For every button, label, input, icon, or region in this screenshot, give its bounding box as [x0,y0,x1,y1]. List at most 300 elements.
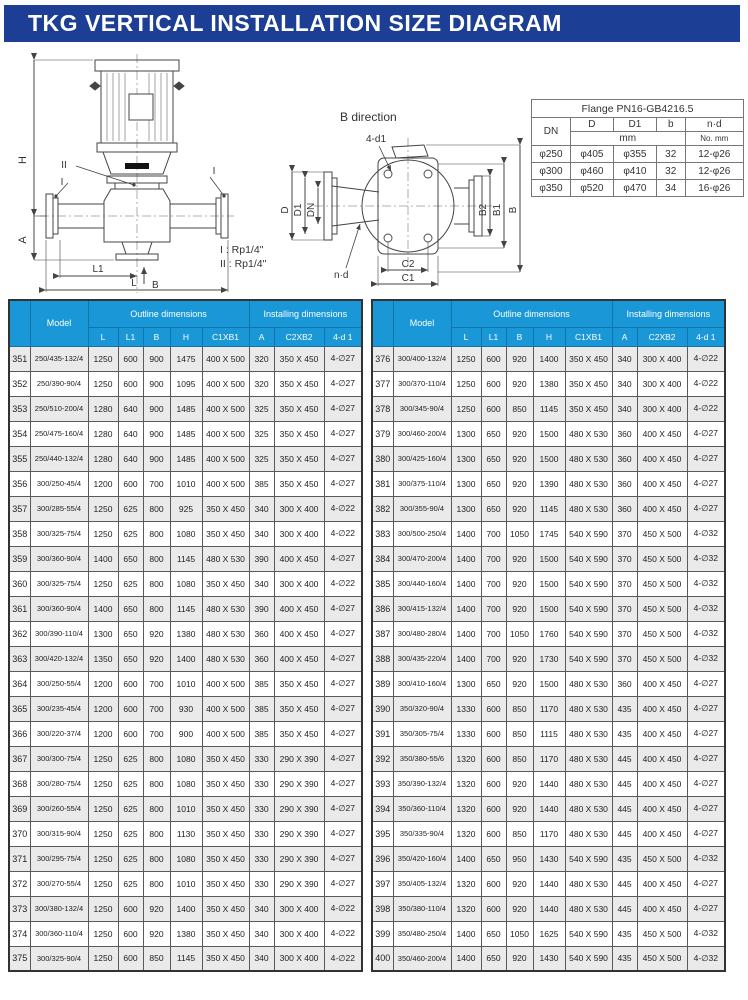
dimension-cell: 400 X 500 [202,446,249,471]
table-row [9,871,362,896]
dimension-cell: 600 [481,771,506,796]
dimension-cell: 700 [481,546,506,571]
row-number-cell: 385 [372,571,393,596]
table-row [372,546,725,571]
dimension-cell: 370 [612,646,637,671]
dimension-cell: 1050 [506,521,533,546]
model-header: Model [393,300,451,346]
table-row [9,421,362,446]
col-4d1: 4-d 1 [324,327,362,346]
model-cell: 300/270-55/4 [30,871,88,896]
dimension-cell: 350 X 450 [274,696,324,721]
row-number-cell: 396 [372,846,393,871]
dimension-cell: 920 [506,571,533,596]
dimension-cell: 350 X 450 [202,521,249,546]
dimension-cell: 330 [249,771,274,796]
dimension-cell: 400 X 450 [637,446,687,471]
model-cell: 300/315-90/4 [30,821,88,846]
row-number-cell: 377 [372,371,393,396]
dimension-cell: 625 [118,521,143,546]
dimension-cell: 540 X 590 [565,921,612,946]
dimension-cell: 370 [612,621,637,646]
model-cell: 300/300-75/4 [30,746,88,771]
dimension-cell: 1320 [451,821,481,846]
dimension-cell: 480 X 530 [565,771,612,796]
dimension-cell: 480 X 530 [565,446,612,471]
dimension-cell: 340 [612,346,637,371]
table-row [372,671,725,696]
dimension-cell: 650 [481,946,506,971]
dimension-cell: 1380 [170,621,202,646]
dimension-cell: 480 X 530 [202,546,249,571]
table-row [9,371,362,396]
dimension-cell: 1440 [533,771,565,796]
dimension-cell: 4-∅27 [687,446,725,471]
dimension-cell: 650 [481,496,506,521]
dimension-cell: 4-∅27 [687,471,725,496]
dimension-cell: 1400 [451,846,481,871]
dimension-cell: 4-∅22 [687,371,725,396]
dimension-cell: 435 [612,696,637,721]
table-row [372,521,725,546]
dimension-cell: 800 [143,496,170,521]
dimension-cell: 400 X 500 [202,371,249,396]
table-row [9,796,362,821]
dimension-cell: 625 [118,496,143,521]
dimension-cell: 600 [481,371,506,396]
table-row [9,746,362,771]
dimension-cell: 445 [612,871,637,896]
model-cell: 250/435-132/4 [30,346,88,371]
dimension-cell: 325 [249,421,274,446]
dimension-cell: 480 X 530 [565,721,612,746]
dimension-cell: 350 X 450 [202,946,249,971]
dimension-cell: 1430 [533,946,565,971]
dimension-cell: 1400 [533,346,565,371]
model-cell: 300/370-110/4 [393,371,451,396]
row-number-cell: 360 [9,571,30,596]
dimension-cell: 850 [506,696,533,721]
dimension-cell: 350 X 450 [202,846,249,871]
table-row [372,896,725,921]
table-row [372,746,725,771]
dimension-cell: 390 [249,596,274,621]
dimension-cell: 340 [249,521,274,546]
dimension-cell: 350 X 450 [202,796,249,821]
dim-label-dn: DN [306,202,317,218]
flange-col-d1: D1 [613,118,656,132]
dimension-cell: 480 X 530 [565,746,612,771]
dimension-cell: 1200 [88,721,118,746]
dimension-cell: 850 [506,396,533,421]
row-number-cell: 366 [9,721,30,746]
model-cell: 300/295-75/4 [30,846,88,871]
outline-dimensions-header: Outline dimensions [451,300,612,327]
dimension-cell: 350 X 450 [202,746,249,771]
dimension-cell: 625 [118,571,143,596]
dimension-cell: 4-∅22 [687,346,725,371]
dimension-cell: 1250 [88,871,118,896]
dimension-cell: 625 [118,846,143,871]
port-label-1: I [60,177,64,188]
table-row [9,396,362,421]
dimension-cell: 400 X 450 [637,896,687,921]
dimension-cell: 4-∅27 [687,796,725,821]
dimension-cell: 330 [249,871,274,896]
table-row [9,621,362,646]
dimension-cell: 450 X 500 [637,571,687,596]
table-row [9,771,362,796]
dimension-cell: 350 X 450 [202,896,249,921]
row-number-cell: 379 [372,421,393,446]
dimension-cell: 1250 [88,896,118,921]
dimension-cell: 920 [506,796,533,821]
b-direction-title: B direction [340,110,397,124]
dimension-cell: 12-φ26 [685,146,743,163]
dimension-cell: 4-∅27 [687,421,725,446]
dimension-cell: 600 [118,696,143,721]
model-cell: 300/345-90/4 [393,396,451,421]
dimension-cell: 1130 [170,821,202,846]
table-row [532,146,744,163]
col-l1: L1 [481,327,506,346]
dimension-cell: 350 X 450 [274,371,324,396]
dimension-cell: 1050 [506,621,533,646]
dimension-cell: 300 X 400 [274,946,324,971]
model-cell: 350/480-250/4 [393,921,451,946]
dimension-cell: 480 X 530 [202,621,249,646]
dimension-cell: 1400 [170,896,202,921]
model-cell: 300/360-90/4 [30,596,88,621]
dimension-cell: 1250 [88,496,118,521]
dimension-cell: 350 X 450 [274,446,324,471]
col-l1: L1 [118,327,143,346]
dimension-cell: 4-∅27 [324,696,362,721]
dimension-cell: 1250 [88,346,118,371]
dimension-cell: 650 [118,546,143,571]
col-c1xb1: C1XB1 [202,327,249,346]
dimension-cell: 920 [143,921,170,946]
dimension-cell: 650 [481,446,506,471]
table-row [9,546,362,571]
dimension-cell: 480 X 530 [565,796,612,821]
dim-label-b-overall: B [508,206,519,214]
dim-label-d1: D1 [293,203,304,217]
dimension-cell: 600 [481,821,506,846]
flange-table-block [531,99,744,197]
dimension-cell: 1320 [451,896,481,921]
col-4d1: 4-d 1 [687,327,725,346]
dimension-cell: 290 X 390 [274,871,324,896]
dimension-cell: 480 X 530 [565,871,612,896]
dimension-cell: 1145 [533,396,565,421]
dimension-cell: 385 [249,721,274,746]
table-row [372,421,725,446]
dimension-cell: 1250 [88,746,118,771]
dimension-cell: 920 [506,596,533,621]
port-label-2: II [61,160,67,171]
dimension-cell: 350 X 450 [565,346,612,371]
flange-col-b: b [656,118,685,132]
dimension-cell: 1280 [88,446,118,471]
dimension-cell: 4-∅32 [687,546,725,571]
dimension-cell: 920 [506,946,533,971]
dimension-cell: 900 [170,721,202,746]
row-number-cell: 351 [9,346,30,371]
dimension-cell: 300 X 400 [637,396,687,421]
table-row [372,396,725,421]
dimension-cell: 400 X 500 [202,396,249,421]
table-row [9,921,362,946]
dimension-cell: 350 X 450 [274,346,324,371]
dimension-cell: 625 [118,746,143,771]
dimension-cell: 1380 [170,921,202,946]
table-row [9,821,362,846]
dimension-cell: 800 [143,871,170,896]
model-cell: 300/390-110/4 [30,621,88,646]
model-cell: 300/250-45/4 [30,471,88,496]
dimension-cell: 1320 [451,771,481,796]
model-cell: 300/280-75/4 [30,771,88,796]
table-row [372,471,725,496]
dimension-cell: 650 [118,646,143,671]
dimension-cell: 300 X 400 [274,521,324,546]
dimension-cell: 1475 [170,346,202,371]
model-cell: 300/235-45/4 [30,696,88,721]
dimension-cell: 1500 [533,571,565,596]
dimension-cell: 900 [143,396,170,421]
dimension-cell: 4-∅27 [324,796,362,821]
dimension-cell: 1200 [88,696,118,721]
dimension-cell: 1250 [88,846,118,871]
dimension-cell: 340 [249,571,274,596]
row-number-cell: 359 [9,546,30,571]
dimension-cell: 450 X 500 [637,946,687,971]
col-l: L [88,327,118,346]
dimension-cell: 1200 [88,471,118,496]
dimension-cell: 920 [506,871,533,896]
dimension-cell: 1400 [451,921,481,946]
dimension-cell: 540 X 590 [565,521,612,546]
row-number-cell: φ300 [532,163,571,180]
dimension-cell: 800 [143,596,170,621]
dimension-cell: 385 [249,671,274,696]
dimension-cell: 920 [506,371,533,396]
dimension-cell: 600 [481,346,506,371]
dimension-cell: 4-∅27 [324,421,362,446]
model-cell: 300/220-37/4 [30,721,88,746]
row-number-cell: 392 [372,746,393,771]
dimension-cell: 1330 [451,696,481,721]
dimension-cell: 920 [506,546,533,571]
dimension-cell: φ355 [613,146,656,163]
dimension-cell: 350 X 450 [202,821,249,846]
table-row [9,471,362,496]
dimension-cell: 400 X 450 [637,771,687,796]
col-b: B [143,327,170,346]
dimension-cell: 4-∅27 [687,896,725,921]
dimension-cell: 480 X 530 [565,471,612,496]
dimension-cell: 4-∅32 [687,646,725,671]
model-cell: 300/500-250/4 [393,521,451,546]
dimension-cell: 445 [612,821,637,846]
dimension-cell: 330 [249,746,274,771]
dimension-cell: 350 X 450 [202,871,249,896]
dimension-cell: 4-∅32 [687,846,725,871]
dimension-cell: 1300 [451,496,481,521]
dimension-cell: 350 X 450 [202,921,249,946]
dimension-cell: 4-∅27 [324,621,362,646]
row-number-cell: 373 [9,896,30,921]
dimension-cell: 400 X 500 [202,696,249,721]
dimension-cell: 300 X 400 [637,371,687,396]
row-number-cell: 388 [372,646,393,671]
table-row [372,796,725,821]
dimension-cell: 1400 [88,596,118,621]
table-row [9,596,362,621]
dimension-cell: 450 X 500 [637,546,687,571]
model-cell: 300/415-132/4 [393,596,451,621]
dimension-cell: 1300 [451,671,481,696]
row-number-cell: 381 [372,471,393,496]
dim-label-b1: B1 [492,203,503,217]
dimension-cell: 4-∅32 [687,571,725,596]
dimension-cell: 360 [612,496,637,521]
dimension-cell: 650 [481,671,506,696]
model-cell: 300/425-160/4 [393,446,451,471]
dimension-cell: 350 X 450 [274,471,324,496]
dimension-cell: 4-∅27 [324,546,362,571]
dimension-cell: 480 X 530 [565,496,612,521]
dimension-cell: 920 [143,646,170,671]
model-cell: 300/435-220/4 [393,646,451,671]
dimension-cell: 930 [170,696,202,721]
dimension-cell: 1280 [88,396,118,421]
col-h: H [170,327,202,346]
model-cell: 300/480-280/4 [393,621,451,646]
dimension-cell: 700 [143,471,170,496]
dimension-cell: 4-∅32 [687,596,725,621]
port-note-2: II : Rp1/4" [220,258,267,270]
model-cell: 300/325-75/4 [30,521,88,546]
dimension-cell: 320 [249,346,274,371]
model-cell: 250/510-200/4 [30,396,88,421]
dim-label-d: D [280,206,291,214]
dim-label-c2: C2 [401,259,415,270]
dimension-cell: 700 [481,596,506,621]
dimension-cell: 700 [481,571,506,596]
dimension-cell: 1485 [170,446,202,471]
dimension-cell: 360 [249,621,274,646]
dimension-cell: 400 X 450 [637,821,687,846]
corner-cell [372,300,393,346]
dimension-cell: 435 [612,946,637,971]
dimension-cell: 400 X 450 [637,696,687,721]
dimension-cell: 400 X 450 [637,796,687,821]
dimension-cell: 625 [118,821,143,846]
dimension-cell: 340 [612,371,637,396]
model-cell: 350/405-132/4 [393,871,451,896]
row-number-cell: 378 [372,396,393,421]
dimension-cell: 920 [506,896,533,921]
table-row [372,846,725,871]
dimension-cell: 1400 [170,646,202,671]
dimension-cell: 1080 [170,846,202,871]
table-row [372,696,725,721]
dimension-cell: 435 [612,846,637,871]
dimension-cell: 650 [481,921,506,946]
nd-callout-label: n·d [334,270,349,281]
dimension-cell: 4-∅27 [324,346,362,371]
dimension-cell: 1080 [170,521,202,546]
dimension-cell: 4-∅32 [687,921,725,946]
corner-cell [9,300,30,346]
dimension-cell: 1440 [533,796,565,821]
dimension-cell: 445 [612,796,637,821]
dimension-cell: 800 [143,846,170,871]
table-row [372,771,725,796]
dimension-cell: 400 X 500 [202,671,249,696]
dimension-cell: 600 [118,471,143,496]
dimension-cell: 1500 [533,421,565,446]
dimension-cell: 400 X 450 [637,471,687,496]
dimension-cell: 540 X 590 [565,646,612,671]
model-cell: 300/470-200/4 [393,546,451,571]
model-cell: 300/410-160/4 [393,671,451,696]
row-number-cell: 391 [372,721,393,746]
model-cell: 250/440-132/4 [30,446,88,471]
dimension-cell: 1145 [170,596,202,621]
dimension-cell: 4-∅22 [324,571,362,596]
dimension-cell: 700 [481,621,506,646]
dimension-cell: 360 [612,471,637,496]
dimension-cell: 1250 [451,396,481,421]
dimension-cell: 400 X 500 [202,421,249,446]
dimension-cell: 1010 [170,671,202,696]
dimension-cell: 600 [118,371,143,396]
dimension-cell: 650 [481,846,506,871]
dimension-cell: 4-∅27 [324,821,362,846]
dimension-cell: 300 X 400 [637,346,687,371]
dimension-cell: 1485 [170,421,202,446]
table-row [9,671,362,696]
dimension-cell: 32 [656,146,685,163]
dimension-cell: 1350 [88,646,118,671]
row-number-cell: 355 [9,446,30,471]
dimension-cell: 16-φ26 [685,180,743,197]
installing-dimensions-header: Installing dimensions [249,300,362,327]
dimension-cell: 445 [612,746,637,771]
dimension-cell: 540 X 590 [565,546,612,571]
dimension-cell: 4-∅32 [687,521,725,546]
table-row [372,371,725,396]
dimension-cell: 1280 [88,421,118,446]
dimension-cell: 290 X 390 [274,846,324,871]
dimension-cell: 400 X 450 [637,871,687,896]
dimension-cell: 480 X 530 [565,696,612,721]
dimension-cell: 900 [143,446,170,471]
dimension-cell: 400 X 450 [274,546,324,571]
dimension-cell: 920 [506,446,533,471]
dimension-cell: 445 [612,896,637,921]
dimension-cell: 4-∅27 [687,771,725,796]
model-cell: 350/390-132/4 [393,771,451,796]
dim-label-b: B [152,280,159,291]
dimension-cell: 1500 [533,596,565,621]
table-row [9,696,362,721]
dimension-cell: 1730 [533,646,565,671]
dimension-cell: 1485 [170,396,202,421]
